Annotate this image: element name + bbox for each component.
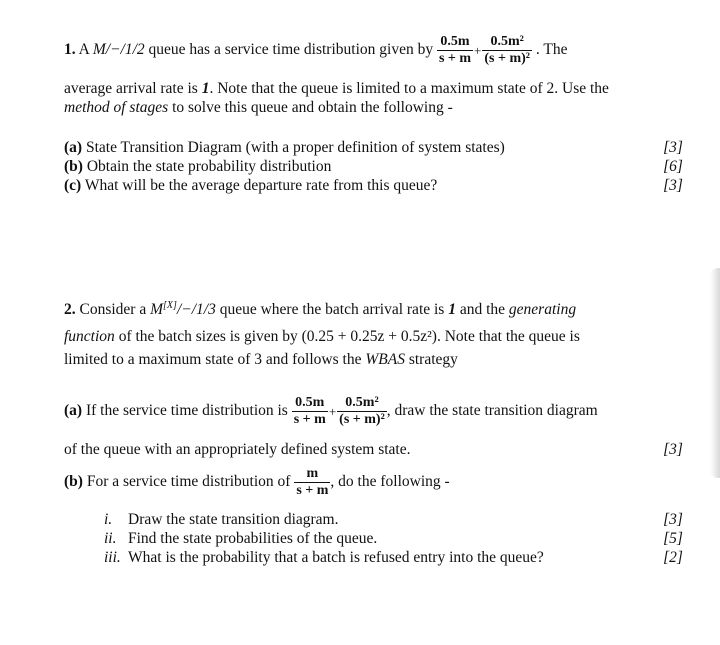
q1-arrival-rate: 1 (201, 80, 210, 97)
q2-part-b-line: (b) For a service time distribution of $\frac{m}{s + m}$ , do the following - (64, 466, 450, 498)
q2-part-a-line-2: of the queue with an appropriately defined system state. (64, 441, 411, 458)
q2-sub-ii: ii. Find the state probabilities of the queue. (104, 530, 378, 547)
q1-number: 1. (64, 41, 76, 59)
q1-line-3: method of stages to solve this queue and obtain the following - (64, 99, 453, 116)
q2-line-1: 2. Consider a M[X]/−/1/3 queue where the batch arrival rate is 1 and the generating (64, 300, 577, 319)
q1-part-a: (a) State Transition Diagram (with a proper definition of system states) (64, 139, 505, 156)
scroll-edge-handle[interactable] (710, 268, 720, 478)
q1-notation: M/−/1/2 (92, 41, 145, 59)
q2-notation: M[X]/−/1/3 (150, 300, 216, 319)
q1-part-c-marks: [3] (663, 177, 683, 194)
q2a-service-formula: $\frac{0.5m}{s + m}$ + $\frac{\text{0.5m²}}{\text{(s + m)²}}$ (293, 395, 385, 427)
q1-fraction-2: $\frac{\text{0.5m²}}{\text{(s + m)²}}$ (484, 34, 530, 66)
q2b-fraction: $\frac{m}{s + m}$ (296, 466, 329, 498)
q1-part-c: (c) What will be the average departure rate from this queue? (64, 177, 438, 194)
q1-part-b: (b) Obtain the state probability distribution (64, 158, 332, 175)
q1-line-1 (64, 34, 567, 67)
q2-line-2: function of the batch sizes is given by (0.25 + 0.25z + 0.5z²). Note that the queue is (64, 328, 580, 345)
q1-service-formula: $\frac{0.5m}{s + m}$ + $\frac{\text{0.5m²}}{\text{(s + m)²}}$ (438, 34, 530, 66)
q2-part-a-marks: [3] (663, 441, 683, 458)
q1-intro-b: queue has a service time distribution given by (148, 41, 434, 59)
q2-part-a-line-1: (a) If the service time distribution is $\frac{0.5m}{s + m}$ + $\frac{\text{0.5m²}}{\text{(s + m)²}}$ , draw the state transition diagram (64, 395, 598, 427)
q1-line-2: average arrival rate is 1. Note that the queue is limited to a maximum state of 2. Use the (64, 80, 609, 97)
q2-sub-ii-marks: [5] (663, 530, 683, 547)
q2-sub-iii-marks: [2] (663, 549, 683, 566)
q2a-fraction-1: $\frac{0.5m}{s + m}$ (293, 395, 326, 427)
q1-part-b-marks: [6] (663, 158, 683, 175)
q1-fraction-1: $\frac{0.5m}{s + m}$ (438, 34, 472, 66)
q1-intro-a: A (78, 41, 89, 59)
q2-sub-i-marks: [3] (663, 511, 683, 528)
q2-line-3: limited to a maximum state of 3 and follows the WBAS strategy (64, 351, 458, 368)
q2-batch-rate: 1 (448, 301, 456, 319)
q2-strategy: WBAS (365, 351, 405, 368)
q2-number: 2. (64, 301, 76, 319)
q2-sub-i: i. Draw the state transition diagram. (104, 511, 339, 528)
q1-tail: . The (535, 41, 568, 59)
q2-sub-iii: iii. What is the probability that a batch is refused entry into the queue? (104, 549, 544, 566)
q1-part-a-marks: [3] (663, 139, 683, 156)
q2a-fraction-2: $\frac{\text{0.5m²}}{\text{(s + m)²}}$ (339, 395, 385, 427)
